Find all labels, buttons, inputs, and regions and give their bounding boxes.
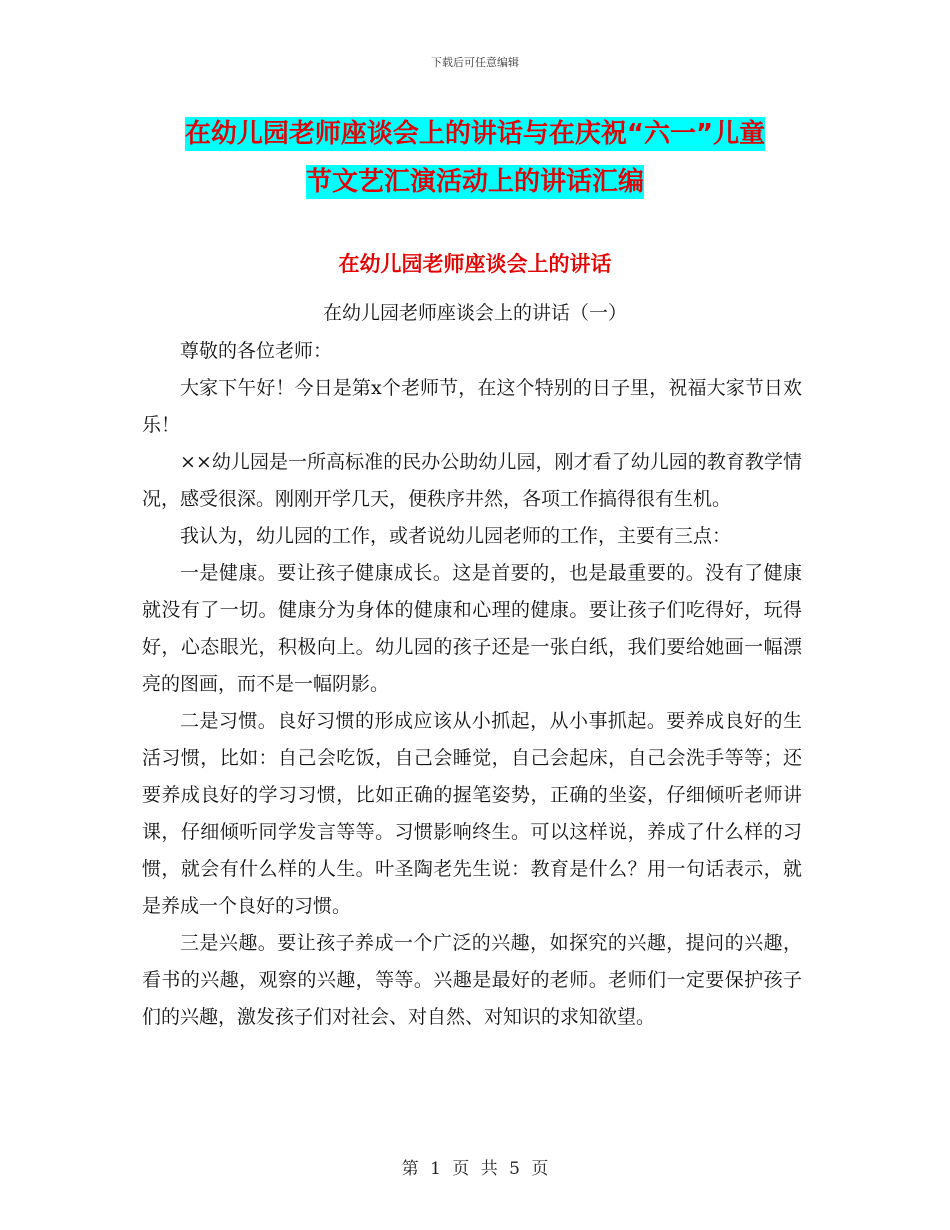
page-footer: 第 1 页 共 5 页 [401, 1159, 549, 1179]
paragraph: ××幼儿园是一所高标准的民办公助幼儿园，刚才看了幼儿园的教育教学情况，感受很深。刚刚开学几天，便秩序井然，各项工作搞得很有生机。 [142, 451, 802, 510]
paragraph: 尊敬的各位老师： [180, 340, 333, 362]
document-title-line-2: 节文艺汇演活动上的讲话汇编 [305, 167, 644, 197]
paragraph: 二是习惯。良好习惯的形成应该从小抓起，从小事抓起。要养成良好的生活习惯，比如：自己会吃饭，自己会睡觉，自己会起床，自己会洗手等等；还要养成良好的学习习惯，比如正确的握笔姿势，正确的坐姿，仔细倾听老师讲课，仔细倾听同学发言等等。习惯影响终生。可以这样说，养成了什么样的习惯，就会有什么样的人生。叶圣陶老先生说：教育是什么？用一句话表示，就是养成一个良好的习惯。 [142, 710, 802, 917]
document-title [140, 110, 810, 206]
document-title-line-1: 在幼儿园老师座谈会上的讲话与在庆祝“六一”儿童 [184, 119, 766, 149]
section-heading: 在幼儿园老师座谈会上的讲话 [338, 252, 612, 276]
header-note: 下载后可任意编辑 [431, 56, 519, 69]
paragraph: 我认为，幼儿园的工作，或者说幼儿园老师的工作，主要有三点： [180, 525, 732, 547]
paragraph: 一是健康。要让孩子健康成长。这是首要的，也是最重要的。没有了健康就没有了一切。健康分为身体的健康和心理的健康。要让孩子们吃得好，玩得好，心态眼光，积极向上。幼儿园的孩子还是一张白纸，我们要给她画一幅漂亮的图画，而不是一幅阴影。 [142, 562, 802, 695]
paragraph: 三是兴趣。要让孩子养成一个广泛的兴趣，如探究的兴趣，提问的兴趣，看书的兴趣，观察的兴趣，等等。兴趣是最好的老师。老师们一定要保护孩子们的兴趣，激发孩子们对社会、对自然、对知识的求知欲望。 [142, 932, 802, 1028]
document-body [142, 333, 802, 1036]
sub-heading: 在幼儿园老师座谈会上的讲话（一） [322, 302, 627, 324]
paragraph: 大家下午好！今日是第x个老师节，在这个特别的日子里，祝福大家节日欢乐！ [142, 377, 802, 436]
